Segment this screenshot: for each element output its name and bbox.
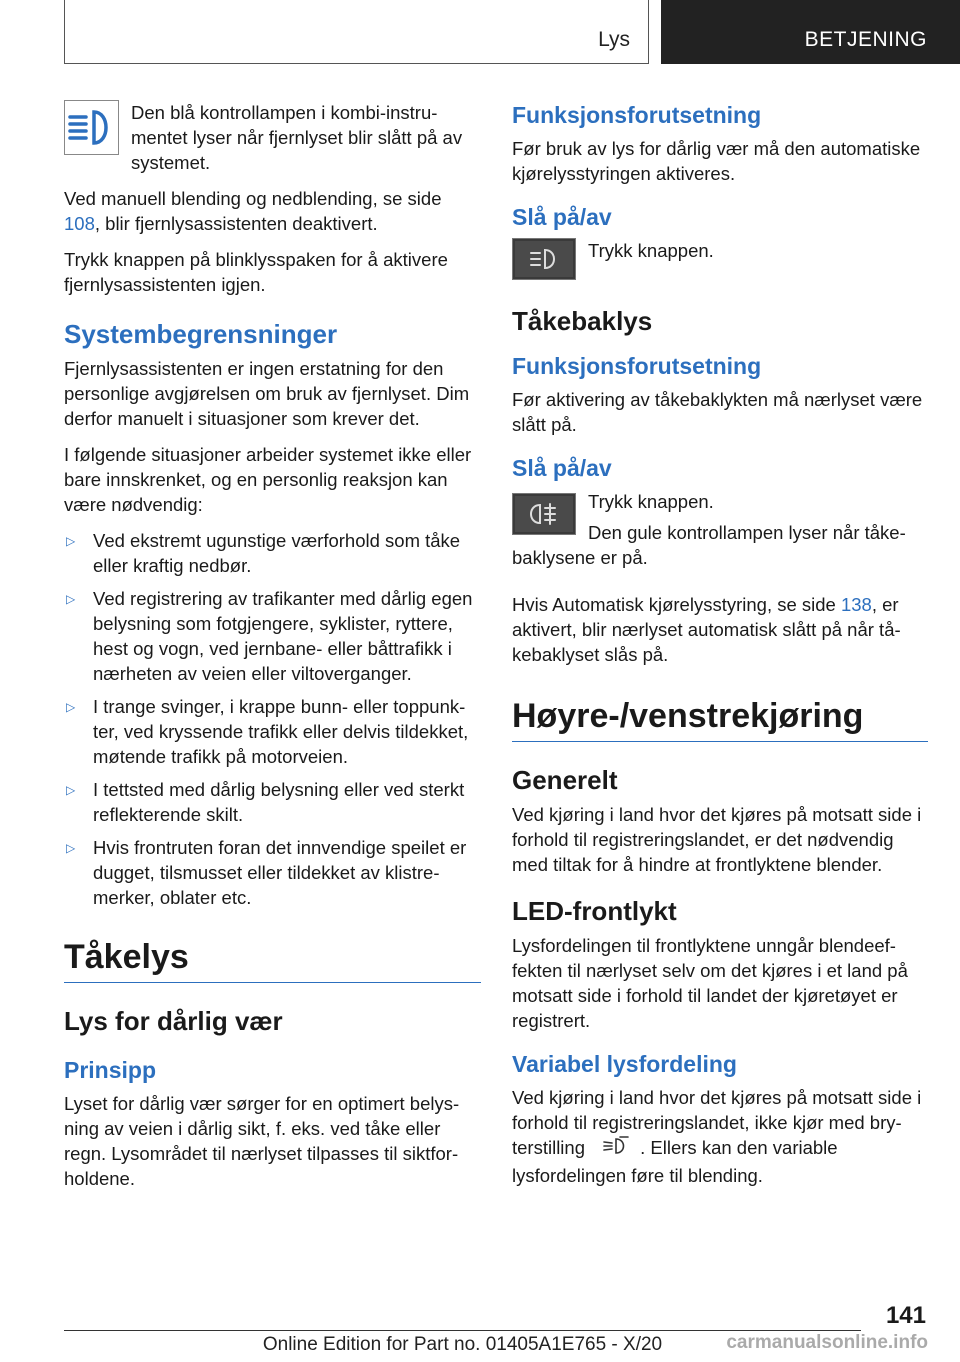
variable-light-switch-icon bbox=[598, 1135, 632, 1163]
system-paragraph-1: Fjernlysassistenten er ingen erstatning for den personlige avgjørelsen om bruk av fjernlyset. Dim derfor manuelt i situasjoner som krever det. bbox=[64, 358, 470, 429]
limits-list bbox=[64, 528, 481, 910]
list-item: ▷ Hvis frontruten foran det innvendige speilet er dugget, tilsmusset eller tildekket av klistremerker, oblater etc. bbox=[66, 837, 467, 908]
variable-paragraph: Ved kjøring i land hvor det kjøres på motsatt side i forhold til registreringslandet, ikke kjør med bryterstilling . Ellers kan den variable lysfordelingen føre til blending. bbox=[512, 1087, 922, 1187]
heading-left-right-driving: Høyre-/venstrekjøring bbox=[512, 697, 864, 735]
heading-general: Generelt bbox=[512, 765, 618, 795]
left-column bbox=[64, 100, 481, 1202]
watermark: carmanualsonline.info bbox=[726, 1332, 928, 1353]
heading-switch-on-off-1: Slå på/av bbox=[512, 204, 612, 230]
heading-rule bbox=[512, 741, 928, 742]
bad-weather-light-button-icon bbox=[512, 238, 576, 285]
high-beam-indicator-row bbox=[64, 100, 481, 175]
page-link-138[interactable]: 138 bbox=[840, 594, 872, 615]
triangle-bullet-icon: ▷ bbox=[66, 700, 76, 714]
list-item: ▷ Ved ekstremt ugunstige værforhold som tåke eller kraftig nedbør. bbox=[66, 530, 461, 576]
list-item: ▷ I tettsted med dårlig belysning eller ved sterkt reflekterende skilt. bbox=[66, 779, 465, 825]
triangle-bullet-icon: ▷ bbox=[66, 592, 76, 606]
rear-fog-button-block bbox=[512, 489, 928, 581]
list-item: ▷ Ved registrering av trafikanter med dårlig egen belysning som fotgjengere, syklister, ryttere, hest og vogn, ved jernbane- eller båttrafikk i nærheten av veien eller viltoverganger. bbox=[66, 588, 473, 684]
triangle-bullet-icon: ▷ bbox=[66, 783, 76, 797]
indicator-text: Den blå kontrollampen i kombi-instrumentet lyser når fjernlyset blir slått på av systemet. bbox=[131, 102, 463, 173]
heading-principle: Prinsipp bbox=[64, 1057, 157, 1083]
footer-rule bbox=[64, 1330, 861, 1331]
header-chapter-title: BETJENING bbox=[804, 28, 927, 51]
function-paragraph-1: Før bruk av lys for dårlig vær må den automatiske kjørelysstyringen aktiveres. bbox=[512, 138, 921, 184]
triangle-bullet-icon: ▷ bbox=[66, 841, 76, 855]
manual-dimming-paragraph: Ved manuell blending og nedblending, se side 108, blir fjernlysassistenten deaktivert. bbox=[64, 188, 442, 234]
principle-paragraph: Lyset for dårlig vær sørger for en optimert belysning av veien i dårlig sikt, f. eks. ved tåke eller regn. Lysområdet til nærlyset tilpasses til siktforholdene. bbox=[64, 1093, 460, 1189]
heading-system-limits: Systembegrensninger bbox=[64, 319, 338, 349]
page-link-108[interactable]: 108 bbox=[64, 213, 95, 234]
page-number: 141 bbox=[885, 1302, 926, 1329]
heading-function-requirement-1: Funksjonsforutsetning bbox=[512, 102, 762, 128]
header-chapter-box bbox=[661, 0, 960, 64]
list-item: ▷ I trange svinger, i krappe bunn- eller toppunkter, ved kryssende trafikk eller delvis tildekket, møtende trafikk på motorveien. bbox=[66, 696, 469, 767]
heading-rule bbox=[64, 982, 481, 983]
heading-rear-fog: Tåkebaklys bbox=[512, 306, 653, 336]
button-instruction-2: Trykk knappen. bbox=[588, 491, 714, 512]
function-paragraph-2: Før aktivering av tåkebaklykten må nærlyset være slått på. bbox=[512, 389, 923, 435]
triangle-bullet-icon: ▷ bbox=[66, 534, 76, 548]
general-paragraph: Ved kjøring i land hvor det kjøres på motsatt side i forhold til registreringslandet, er det nødvendig med tiltak for å hindre at frontlyktene blender. bbox=[512, 804, 922, 875]
heading-takelys: Tåkelys bbox=[64, 938, 189, 976]
footer-edition: Online Edition for Part no. 01405A1E765 - X/20 bbox=[262, 1334, 663, 1355]
led-paragraph: Lysfordelingen til frontlyktene unngår blendeeffekten til nærlyset selv om det kjøres i et land på motsatt side i forhold til landet der kjøretøyet er registrert. bbox=[512, 935, 908, 1031]
heading-switch-on-off-2: Slå på/av bbox=[512, 455, 612, 481]
heading-function-requirement-2: Funksjonsforutsetning bbox=[512, 353, 762, 379]
system-paragraph-2: I følgende situasjoner arbeider systemet ikke eller bare innskrenket, og en personlig reaksjon kan være nødvendig: bbox=[64, 444, 472, 515]
yellow-indicator-text: Den gule kontrollampen lyser når tåkebaklysene er på. bbox=[512, 522, 906, 568]
bad-weather-button-row bbox=[512, 238, 928, 285]
auto-light-paragraph: Hvis Automatisk kjørelysstyring, se side 138, er aktivert, blir nærlyset automatisk slått på når tåkebaklyset slås på. bbox=[512, 594, 901, 665]
header-section-title: Lys bbox=[598, 28, 630, 51]
rear-fog-button-icon bbox=[512, 493, 576, 540]
heading-variable-distribution: Variabel lysfordeling bbox=[512, 1051, 737, 1077]
header-section-box bbox=[64, 0, 649, 64]
high-beam-indicator-icon bbox=[64, 100, 119, 160]
right-column bbox=[512, 100, 928, 1199]
heading-led-headlight: LED-frontlykt bbox=[512, 896, 677, 926]
button-instruction-1: Trykk knappen. bbox=[588, 240, 714, 261]
reactivate-paragraph: Trykk knappen på blinklysspaken for å aktivere fjernlysassistenten igjen. bbox=[64, 249, 448, 295]
heading-bad-weather-light: Lys for dårlig vær bbox=[64, 1006, 283, 1036]
